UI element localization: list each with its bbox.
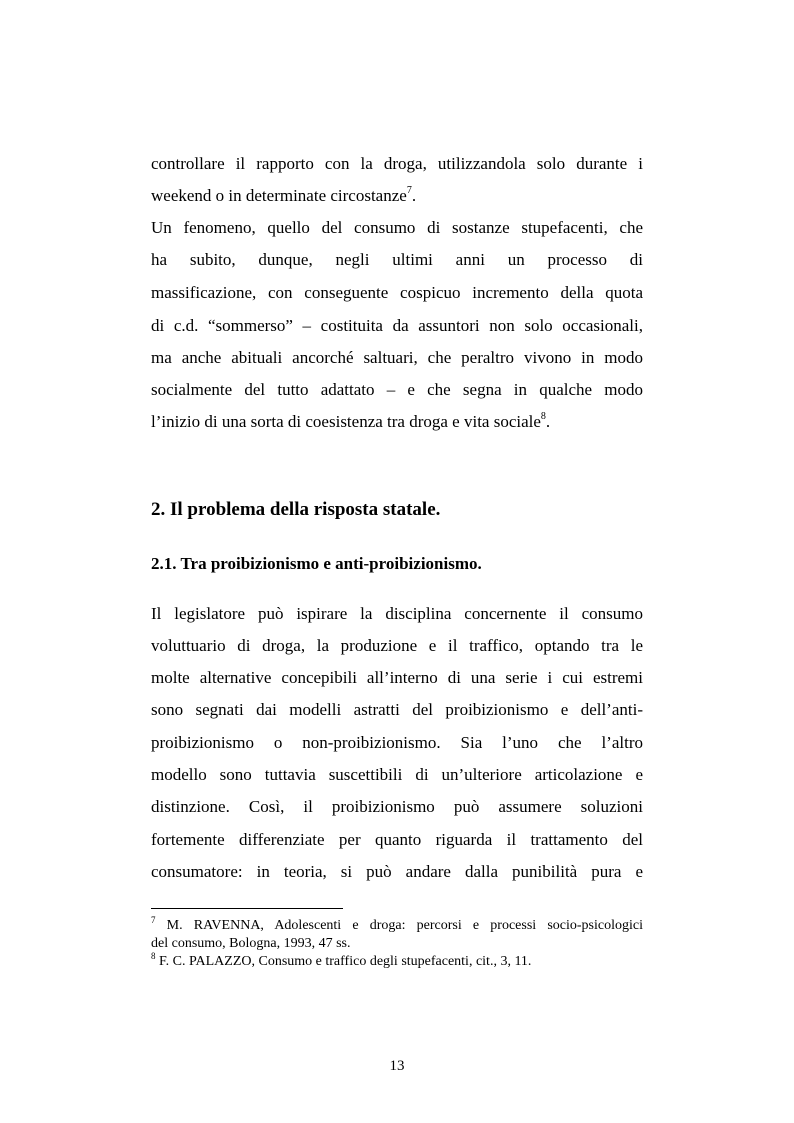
footnote-8: $^8$ F. C. PALAZZO, Consumo e traffico degli stupefacenti, cit., 3, 11. xyxy=(151,951,532,969)
body-line: massificazione, con conseguente cospicuo incremento della quota xyxy=(151,283,643,302)
body-line: modello sono tuttavia suscettibili di un’ulteriore articolazione e xyxy=(151,765,643,784)
footnote-number: 7 xyxy=(151,915,156,926)
body-line: di c.d. “sommerso” – costituita da assuntori non solo occasionali, xyxy=(151,316,643,335)
body-line: proibizionismo o non-proibizionismo. Sia l’uno che l’altro xyxy=(151,733,643,752)
body-line: socialmente del tutto adattato – e che segna in qualche modo xyxy=(151,380,643,399)
footnote-number: 8 xyxy=(151,951,156,962)
body-line: consumatore: in teoria, si può andare dalla punibilità pura e xyxy=(151,862,643,881)
body-line: molte alternative concepibili all’interno di una serie i cui estremi xyxy=(151,668,643,687)
page-number: 13 xyxy=(389,1058,405,1074)
subsection-heading: 2.1. Tra proibizionismo e anti-proibizionismo. xyxy=(151,554,482,573)
section-heading: 2. Il problema della risposta statale. xyxy=(151,499,441,520)
body-line: voluttuario di droga, la produzione e il traffico, optando tra le xyxy=(151,636,643,655)
footnote-ref[interactable]: 8 xyxy=(540,411,546,423)
footnote-7: $^7$ M. RAVENNA, Adolescenti e droga: percorsi e processi socio-psicologici xyxy=(151,915,643,933)
body-line: ma anche abituali ancorché saltuari, che peraltro vivono in modo xyxy=(151,348,643,367)
footnote-ref[interactable]: 7 xyxy=(406,185,412,197)
footnote-separator xyxy=(151,908,343,909)
footnote-7-cont: del consumo, Bologna, 1993, 47 ss. xyxy=(151,936,351,951)
body-line: Il legislatore può ispirare la disciplina concernente il consumo xyxy=(151,604,643,623)
body-line: distinzione. Così, il proibizionismo può assumere soluzioni xyxy=(151,797,643,816)
body-line: fortemente differenziate per quanto riguarda il trattamento del xyxy=(151,830,643,849)
body-line: sono segnati dai modelli astratti del proibizionismo e dell’anti- xyxy=(151,700,643,719)
body-line: weekend o in determinate circostanze$^7$. xyxy=(151,185,417,205)
body-line: ha subito, dunque, negli ultimi anni un processo di xyxy=(151,250,643,269)
body-line: Un fenomeno, quello del consumo di sostanze stupefacenti, che xyxy=(151,218,643,237)
body-line: l’inizio di una sorta di coesistenza tra droga e vita sociale$^8$. xyxy=(151,411,551,431)
body-line: controllare il rapporto con la droga, utilizzandola solo durante i xyxy=(151,154,643,173)
